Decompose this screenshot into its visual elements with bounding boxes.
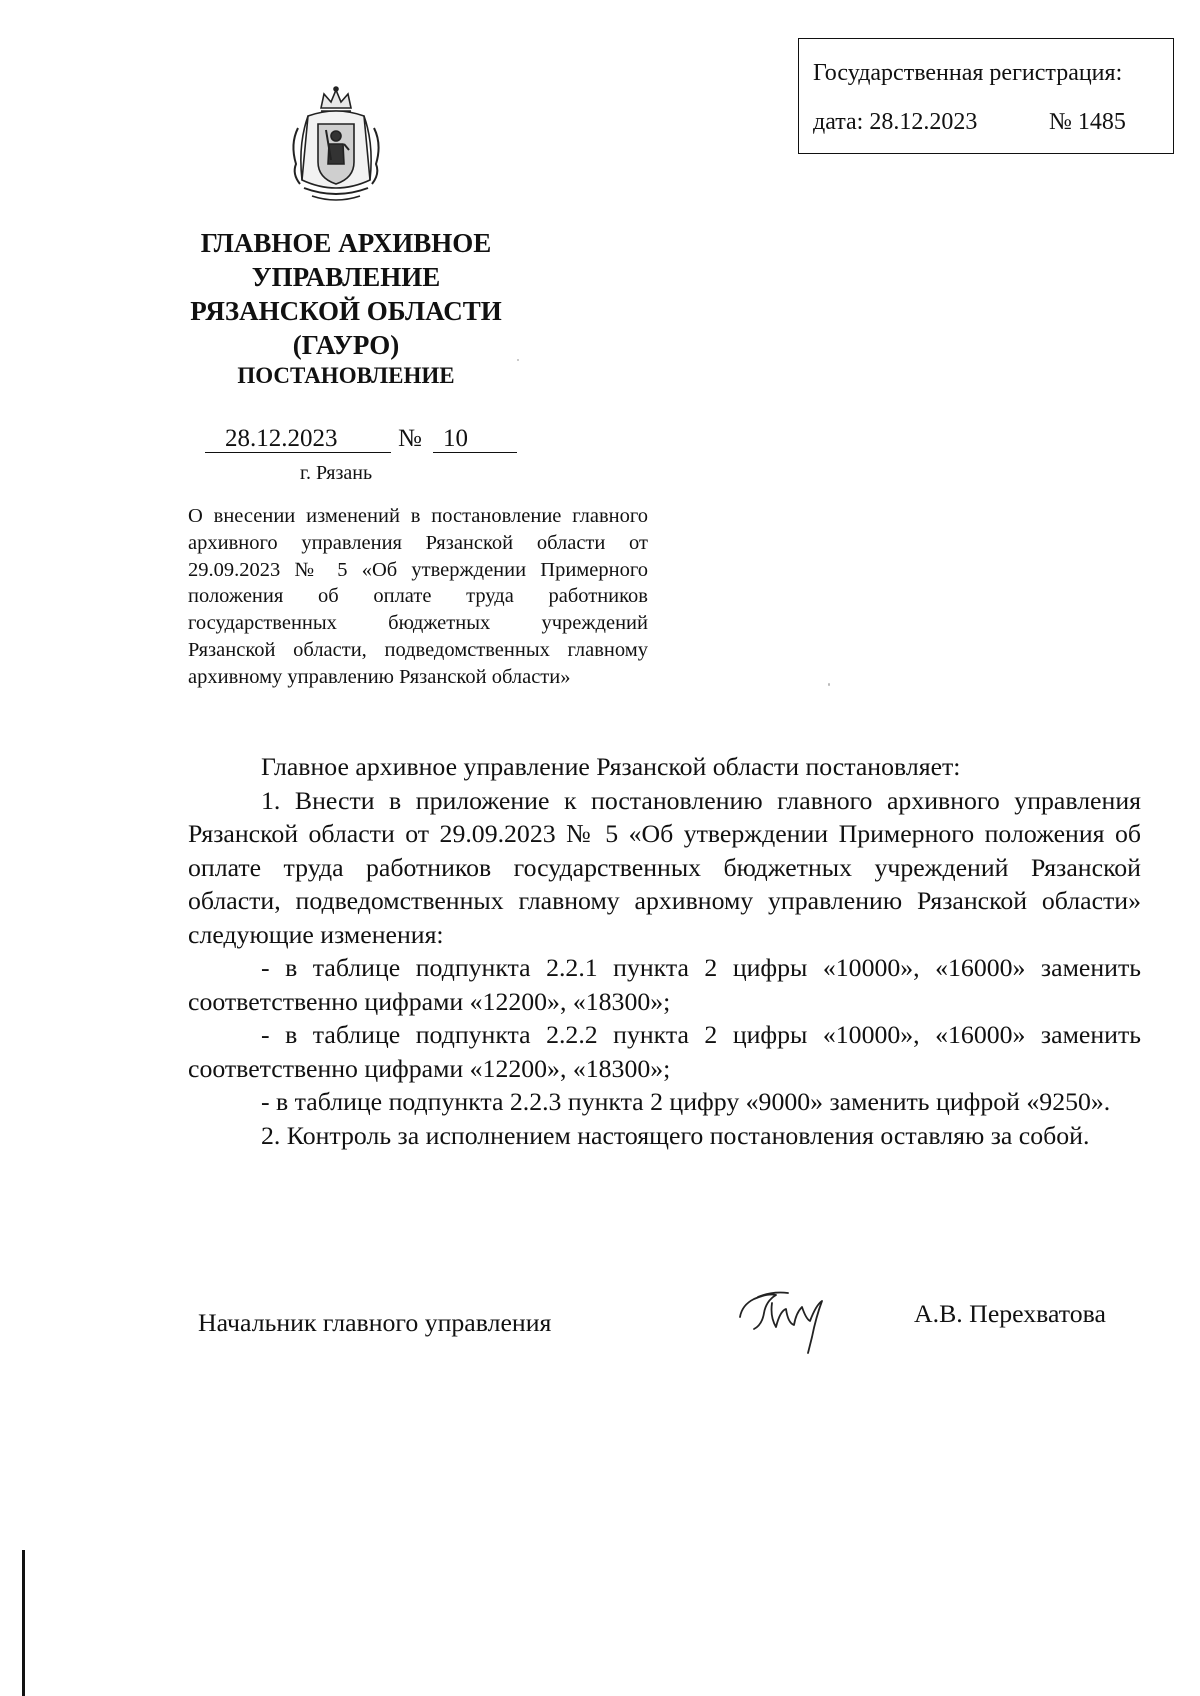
- coat-of-arms-icon: [278, 84, 394, 208]
- organization-line: РЯЗАНСКОЙ ОБЛАСТИ: [190, 296, 502, 326]
- registration-box: [798, 38, 1174, 154]
- scan-speck: [517, 359, 519, 361]
- number-sign: №: [398, 425, 422, 452]
- date-underline: [205, 452, 391, 453]
- document-date: 28.12.2023: [225, 425, 338, 452]
- registration-date: дата: 28.12.2023: [813, 109, 978, 135]
- body-paragraph: 1. Внести в приложение к постановлению главного архивного управления Рязанской области от 29.09.2023 № 5 «Об утверждении Примерного положения об оплате труда работников государственных бюджетных учреждений Рязанской области, подведомственных главному архивному управлению Рязанской области» следующие изменения:: [188, 785, 1141, 949]
- document-type: ПОСТАНОВЛЕНИЕ: [237, 363, 455, 388]
- organization-line: ГЛАВНОЕ АРХИВНОЕ: [200, 228, 492, 258]
- body-paragraph: 2. Контроль за исполнением настоящего постановления оставляю за собой.: [261, 1120, 1090, 1150]
- organization-line: УПРАВЛЕНИЕ: [251, 262, 441, 292]
- body-paragraph: - в таблице подпункта 2.2.1 пункта 2 цифры «10000», «16000» заменить соответственно цифрами «12200», «18300»;: [188, 953, 1141, 1016]
- body-paragraph: - в таблице подпункта 2.2.2 пункта 2 цифры «10000», «16000» заменить соответственно цифрами «12200», «18300»;: [188, 1020, 1141, 1083]
- organization-line: (ГАУРО): [292, 330, 400, 360]
- document-date-number: [205, 424, 525, 454]
- organization-name: [168, 226, 524, 362]
- number-underline: [433, 452, 517, 453]
- signatory-name: А.В. Перехватова: [914, 1299, 1106, 1328]
- document-subject: О внесении изменений в постановление главного архивного управления Рязанской области от 29.09.2023 № 5 «Об утверждении Примерного положения об оплате труда работников государственных бюджетных учреждений Рязанской области, подведомственных главному архивному управлению Рязанской области»: [188, 505, 648, 688]
- scan-edge-line: [22, 1550, 25, 1696]
- city: г. Рязань: [300, 462, 373, 484]
- registration-title: Государственная регистрация:: [813, 60, 1123, 86]
- body-paragraph: Главное архивное управление Рязанской области постановляет:: [261, 752, 961, 781]
- document-body: [188, 750, 1141, 1152]
- scan-speck: [828, 683, 830, 686]
- body-paragraph: - в таблице подпункта 2.2.3 пункта 2 цифру «9000» заменить цифрой «9250».: [261, 1087, 1111, 1116]
- registration-number: № 1485: [1049, 109, 1126, 135]
- handwritten-signature-icon: [736, 1283, 848, 1355]
- signatory-position: Начальник главного управления: [198, 1308, 552, 1337]
- document-number: 10: [443, 425, 468, 452]
